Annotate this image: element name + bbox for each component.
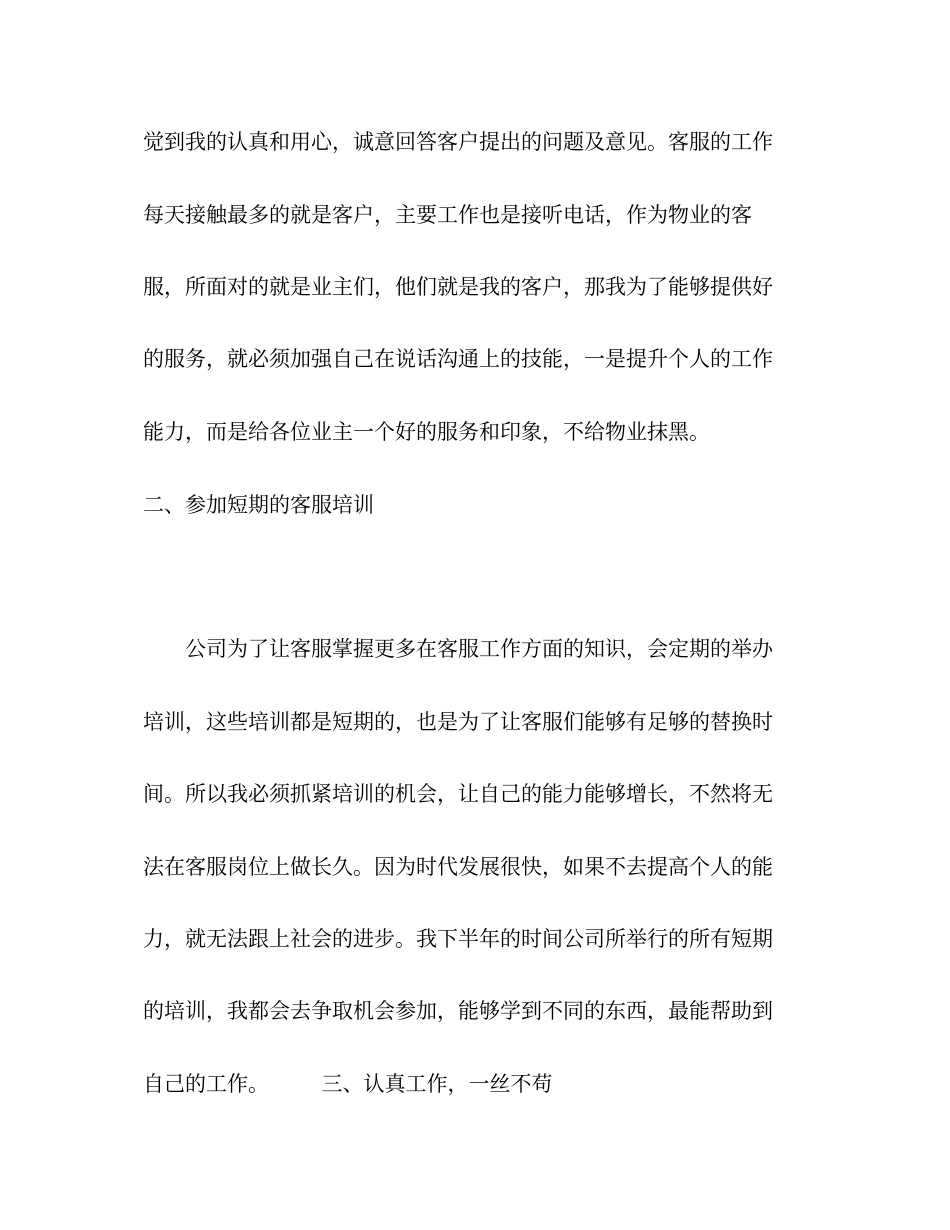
paragraph-line: 每天接触最多的就是客户，主要工作也是接听电话，作为物业的客: [143, 203, 752, 227]
paragraph-line: 公司为了让客服掌握更多在客服工作方面的知识，会定期的举办: [143, 637, 773, 661]
paragraph-line: 力，就无法跟上社会的进步。我下半年的时间公司所举行的所有短期: [143, 927, 773, 951]
paragraph-line: 培训，这些培训都是短期的，也是为了让客服们能够有足够的替换时: [143, 710, 773, 734]
paragraph-line: 能力，而是给各位业主一个好的服务和印象，不给物业抹黑。: [143, 420, 710, 444]
paragraph-line: 法在客服岗位上做长久。因为时代发展很快，如果不去提高个人的能: [143, 855, 773, 879]
paragraph-line: 的服务，就必须加强自己在说话沟通上的技能，一是提升个人的工作: [143, 347, 773, 371]
paragraph-line: 间。所以我必须抓紧培训的机会，让自己的能力能够增长，不然将无: [143, 782, 773, 806]
paragraph-line: 自己的工作。 三、认真工作，一丝不苟: [143, 1072, 553, 1096]
section-heading: 二、参加短期的客服培训: [143, 493, 374, 517]
paragraph-line: 服，所面对的就是业主们，他们就是我的客户，那我为了能够提供好: [143, 275, 773, 299]
paragraph-line: 的培训，我都会去争取机会参加，能够学到不同的东西，最能帮助到: [143, 999, 773, 1023]
paragraph-line: 觉到我的认真和用心，诚意回答客户提出的问题及意见。客服的工作: [143, 130, 773, 154]
